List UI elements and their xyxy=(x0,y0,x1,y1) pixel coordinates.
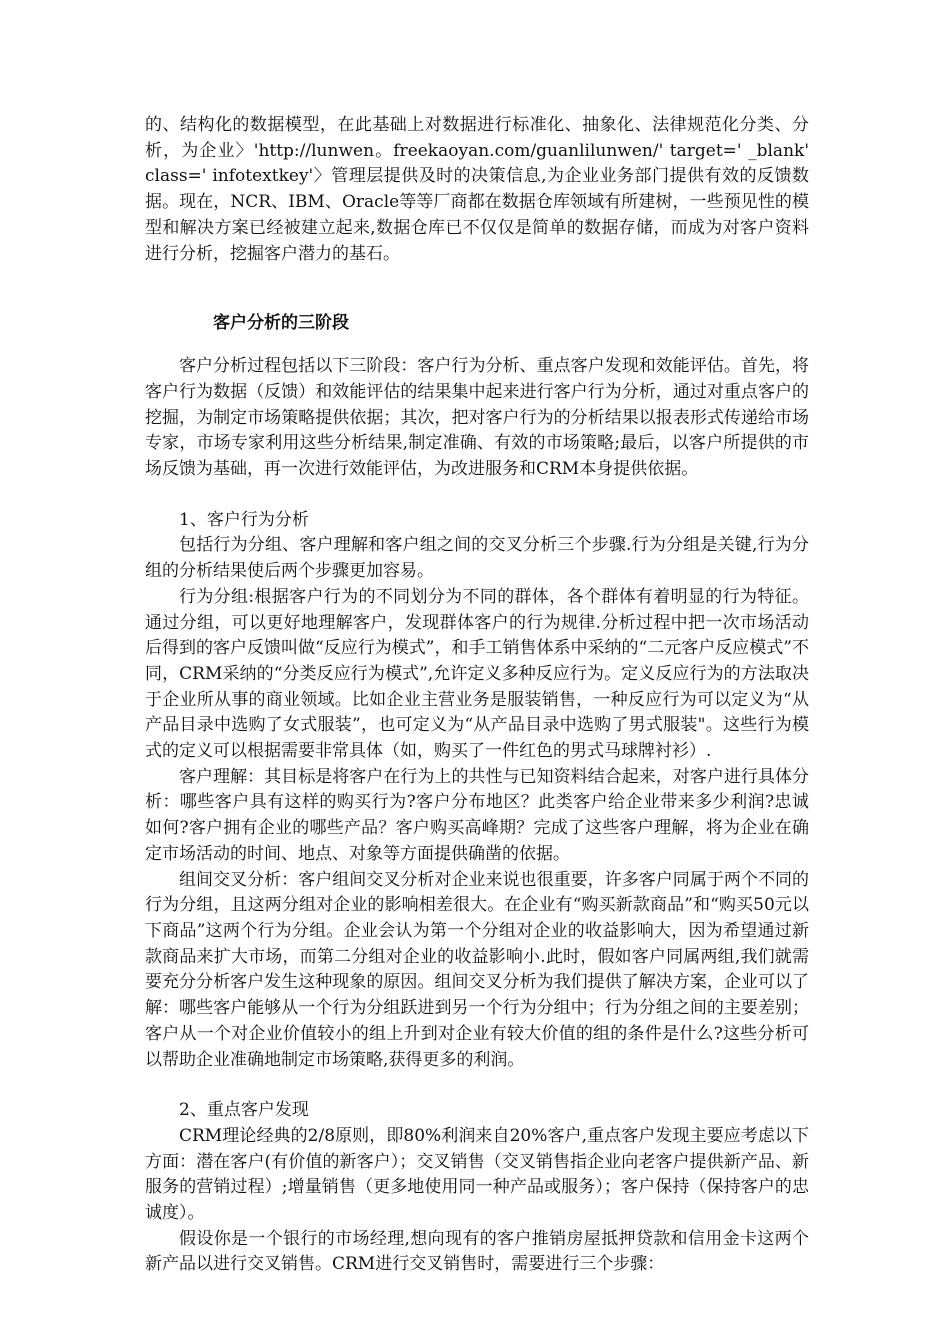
key-customer-paragraph-1: CRM理论经典的2/8原则，即80%利润来自20%客户,重点客户发现主要应考虑以下方面：潜在客户(有价值的新客户）；交叉销售（交叉销售指企业向老客户提供新产品、新服务的营销过程）;增量销售（更多地使用同一种产品或服务）；客户保持（保持客户的忠诚度）。 xyxy=(145,1125,809,1224)
document-page xyxy=(145,113,809,1278)
spacer xyxy=(145,267,809,311)
section-intro-paragraph: 客户分析过程包括以下三阶段：客户行为分析、重点客户发现和效能评估。首先，将客户行为数据（反馈）和效能评估的结果集中起来进行客户行为分析，通过对重点客户的挖掘，为制定市场策略提供依据；其次，把对客户行为的分析结果以报表形式传递给市场专家，市场专家利用这些分析结果,制定准确、有效的市场策略;最后，以客户所提供的市场反馈为基础，再一次进行效能评估，为改进服务和CRM本身提供依据。 xyxy=(145,356,809,480)
behavior-analysis-paragraph-3: 客户理解：其目标是将客户在行为上的共性与已知资料结合起来，对客户进行具体分析：哪些客户具有这样的购买行为?客户分布地区？此类客户给企业带来多少利润?忠诚如何?客户拥有企业的哪些产品？客户购买高峰期？完成了这些客户理解，将为企业在确定市场活动的时间、地点、对象等方面提供确凿的依据。 xyxy=(145,766,809,864)
subsection-title-behavior-analysis: 1、客户行为分析 xyxy=(179,509,309,530)
section-title: 客户分析的三阶段 xyxy=(213,313,349,334)
key-customer-paragraph-2: 假设你是一个银行的市场经理,想向现有的客户推销房屋抵押贷款和信用金卡这两个新产品以进行交叉销售。CRM进行交叉销售时，需要进行三个步骤： xyxy=(145,1228,809,1275)
spacer xyxy=(145,483,809,508)
spacer xyxy=(145,1073,809,1098)
intro-paragraph: 的、结构化的数据模型，在此基础上对数据进行标准化、抽象化、法律规范化分类、分析，为企业〉'http://lunwen。freekaoyan.com/guanlilunwen/' target=' _blank' class=' infotextkey'〉管理层提供及时的决策信息,为企业业务部门提供有效的反馈数据。现在，NCR、IBM、Oracle等等厂商都在数据仓库领域有所建树，一些预见性的模型和解决方案已经被建立起来,数据仓库已不仅仅是简单的数据存储，而成为对客户资料进行分析，挖掘客户潜力的基石。 xyxy=(145,115,809,264)
behavior-analysis-paragraph-4: 组间交叉分析：客户组间交叉分析对企业来说也很重要，许多客户同属于两个不同的行为分组，且这两分组对企业的影响相差很大。在企业有“购买新款商品”和“购买50元以下商品”这两个行为分组。企业会认为第一个分组对企业的收益影响大，因为希望通过新款商品来扩大市场，而第二分组对企业的收益影响小.此时，假如客户同属两组,我们就需要充分分析客户发生这种现象的原因。组间交叉分析为我们提供了解决方案，企业可以了解：哪些客户能够从一个行为分组跃进到另一个行为分组中；行为分组之间的主要差别；客户从一个对企业价值较小的组上升到对企业有较大价值的组的条件是什么?这些分析可以帮助企业准确地制定市场策略,获得更多的利润。 xyxy=(145,869,809,1070)
behavior-analysis-paragraph-2: 行为分组:根据客户行为的不同划分为不同的群体，各个群体有着明显的行为特征。通过分组，可以更好地理解客户，发现群体客户的行为规律.分析过程中把一次市场活动后得到的客户反馈叫做“反应行为模式”，和手工销售体系中采纳的“二元客户反应模式”不同，CRM采纳的“分类反应行为模式”,允许定义多种反应行为。定义反应行为的方法取决于企业所从事的商业领域。比如企业主营业务是服装销售，一种反应行为可以定义为“从产品目录中选购了女式服装”，也可定义为“从产品目录中选购了男式服装"。这些行为模式的定义可以根据需要非常具体（如，购买了一件红色的男式马球牌衬衫）. xyxy=(145,586,809,762)
behavior-analysis-paragraph-1: 包括行为分组、客户理解和客户组之间的交叉分析三个步骤.行为分组是关键,行为分组的分析结果使后两个步骤更加容易。 xyxy=(145,535,809,582)
subsection-title-key-customer-discovery: 2、重点客户发现 xyxy=(179,1100,309,1121)
